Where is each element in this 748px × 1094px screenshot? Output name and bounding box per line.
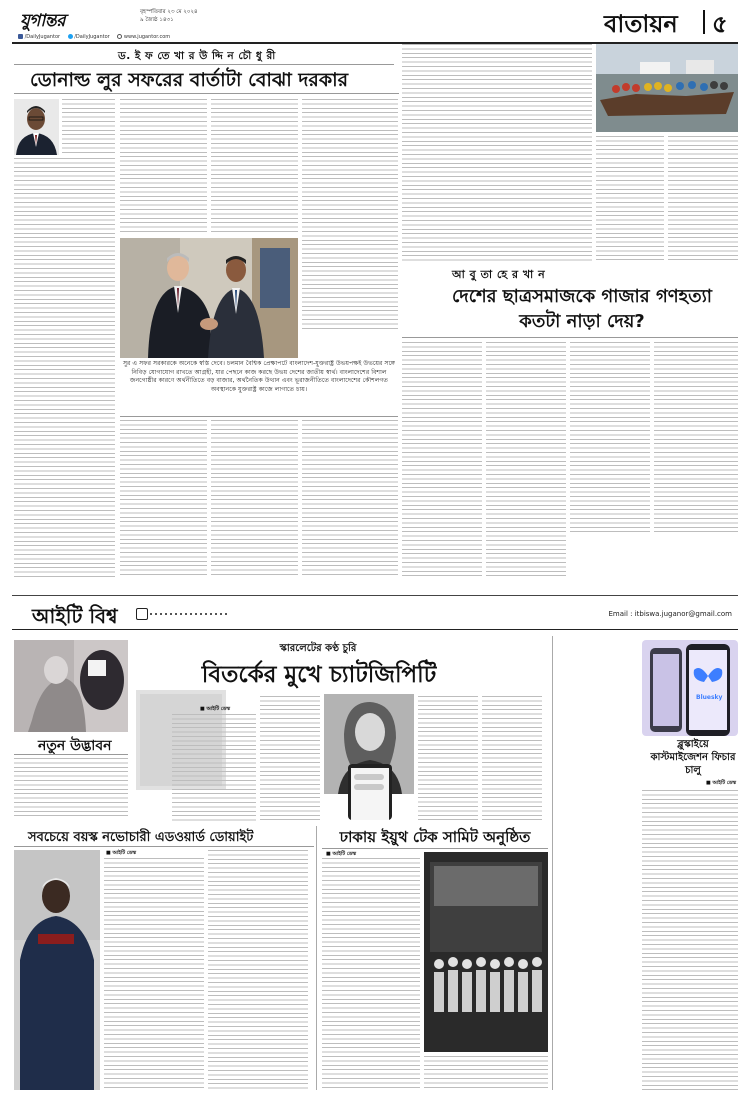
article1-text-col2 — [120, 99, 207, 235]
story-left-headline: নতুন উদ্ভাবন — [38, 738, 112, 754]
story-bottom-center-rule — [322, 848, 548, 849]
story-bottom-left-text-col2 — [208, 850, 308, 1090]
bottom-center-divider — [316, 826, 317, 1090]
section-separator — [12, 595, 738, 596]
facebook-link[interactable]: /DailyJugantor — [24, 34, 61, 40]
story-left-text — [14, 758, 128, 816]
story-bottom-center-byline: ■ আইটি ডেস্ক — [326, 851, 357, 857]
phone-image — [340, 764, 400, 820]
story-center-headline: বিতর্কের মুখে চ্যাটজিপিটি — [201, 662, 437, 688]
story-bottom-left-headline: সবচেয়ে বয়স্ক নভোচারী এডওয়ার্ড ডোয়াইট — [28, 830, 254, 845]
social-links — [18, 34, 170, 40]
article1-text-col1 — [62, 99, 115, 156]
story-center-text-col4 — [482, 696, 542, 822]
astronaut-photo — [14, 850, 100, 1090]
handshake-photo — [120, 238, 298, 358]
story-right-headline: ব্লুস্কাইয়ে কাস্টমাইজেশন ফিচার চালু — [650, 739, 736, 776]
bluesky-app-label: Bluesky — [696, 694, 723, 701]
article1-pullquote: সুর এ সফর সরকারকে অনেকে স্বস্তি দেবে। চলমান বৈশ্বিক প্রেক্ষাপটে বাংলাদেশ-যুক্তরাষ্ট্র উভয়পক্ষই উভয়ের সঙ্গে নিবিড় যোগাযোগ রাখতে আগ্রহী, যার পেছনে কাজ করছে উভয় দেশের জাতীয় স্বার্থ। বাংলাদেশের বিশাল জনগোষ্ঠীর কারণে অর্থনীতিতে বড় বাজার, অর্থনৈতিক উত্থান এবং ভূরাজনীতিতে বাংলাদেশের কৌশলগত অবস্থানকে যুক্তরাষ্ট্র কাজে লাগাতে চায়। — [122, 360, 396, 393]
story-bottom-center-text-col2 — [424, 1056, 548, 1090]
story-center-byline: ■ আইটি ডেস্ক — [200, 706, 231, 712]
facebook-icon — [18, 34, 23, 39]
article1-text-col6 — [211, 420, 298, 578]
web-icon — [117, 34, 122, 39]
article1-text-col4 — [302, 99, 398, 329]
story-right-byline: ■ আইটি ডেস্ক — [706, 780, 737, 786]
article-right-text-col2 — [596, 136, 664, 262]
pullquote-rule — [120, 416, 398, 417]
it-column-divider — [552, 636, 553, 1090]
article2-headline: দেশের ছাত্রসমাজকে গাজার গণহত্যা কতটা নাড়া দেয়? — [451, 286, 713, 332]
youth-tech-summit-photo — [424, 852, 548, 1052]
newspaper-logo: যুগান্তর — [20, 11, 65, 31]
article2-text-col2 — [486, 342, 566, 578]
it-section-email: Email : itbiswa.juganor@gmail.com — [608, 610, 732, 618]
article1-headline-rule — [14, 93, 399, 94]
article2-text-col1 — [402, 342, 482, 578]
it-header-dots — [150, 613, 230, 615]
story-right-text — [642, 790, 738, 1090]
it-logo-chip-icon — [136, 608, 148, 620]
it-section-logo: আইটি বিশ্ব — [32, 604, 118, 628]
article1-headline: ডোনাল্ড লুর সফরের বার্তাটা বোঝা দরকার — [30, 69, 349, 91]
section-divider — [703, 10, 705, 34]
page-number: ৫ — [712, 10, 728, 38]
article2-text-col4 — [654, 342, 738, 532]
article2-text-col3 — [570, 342, 650, 532]
masthead — [0, 0, 748, 44]
article-right-text-col1 — [402, 44, 592, 262]
article-right-text-col3 — [668, 136, 738, 262]
story-center-text-col3 — [418, 696, 478, 822]
section-title: বাতায়ন — [604, 10, 678, 38]
article2-author: আ বু তা হে র খা ন — [452, 268, 546, 281]
story-center-text-col2 — [260, 696, 320, 822]
boat-photo — [596, 44, 738, 132]
story-bottom-center-text-col1 — [322, 858, 420, 1090]
article1-text-col3 — [211, 99, 298, 235]
story-bottom-left-rule — [14, 846, 314, 847]
article2-rule — [402, 337, 738, 338]
date-line-2: ৯ জ্যৈষ্ঠ ১৪৩১ — [140, 17, 174, 23]
story-center-text-col1 — [172, 714, 256, 822]
it-section-header — [12, 600, 738, 630]
twitter-link[interactable]: /DailyJugantor — [74, 34, 110, 40]
article1-text-col1b — [14, 158, 115, 578]
website-link[interactable]: www.jugantor.com — [123, 34, 171, 40]
bluesky-phone-image — [642, 640, 738, 736]
article1-author-rule — [14, 64, 394, 65]
twitter-icon — [68, 34, 73, 39]
story-bottom-center-headline: ঢাকায় ইয়ুথ টেক সামিট অনুষ্ঠিত — [339, 828, 531, 846]
article1-text-col5 — [120, 420, 207, 578]
article1-text-col7 — [302, 420, 398, 578]
story-left-rule — [14, 754, 128, 755]
author-photo — [14, 99, 59, 155]
date-line-1: বৃহস্পতিবার ২৩ মে ২০২৪ — [140, 9, 198, 15]
story-bottom-left-text-col1 — [104, 858, 204, 1090]
brain-scan-photo — [14, 640, 128, 732]
story-bottom-left-byline: ■ আইটি ডেস্ক — [106, 850, 137, 856]
story-center-kicker: স্কারলেটের কণ্ঠ চুরি — [279, 643, 357, 654]
article1-author: ড. ই ফ তে খা র উ দ্দি ন চৌ ধু রী — [118, 50, 276, 62]
